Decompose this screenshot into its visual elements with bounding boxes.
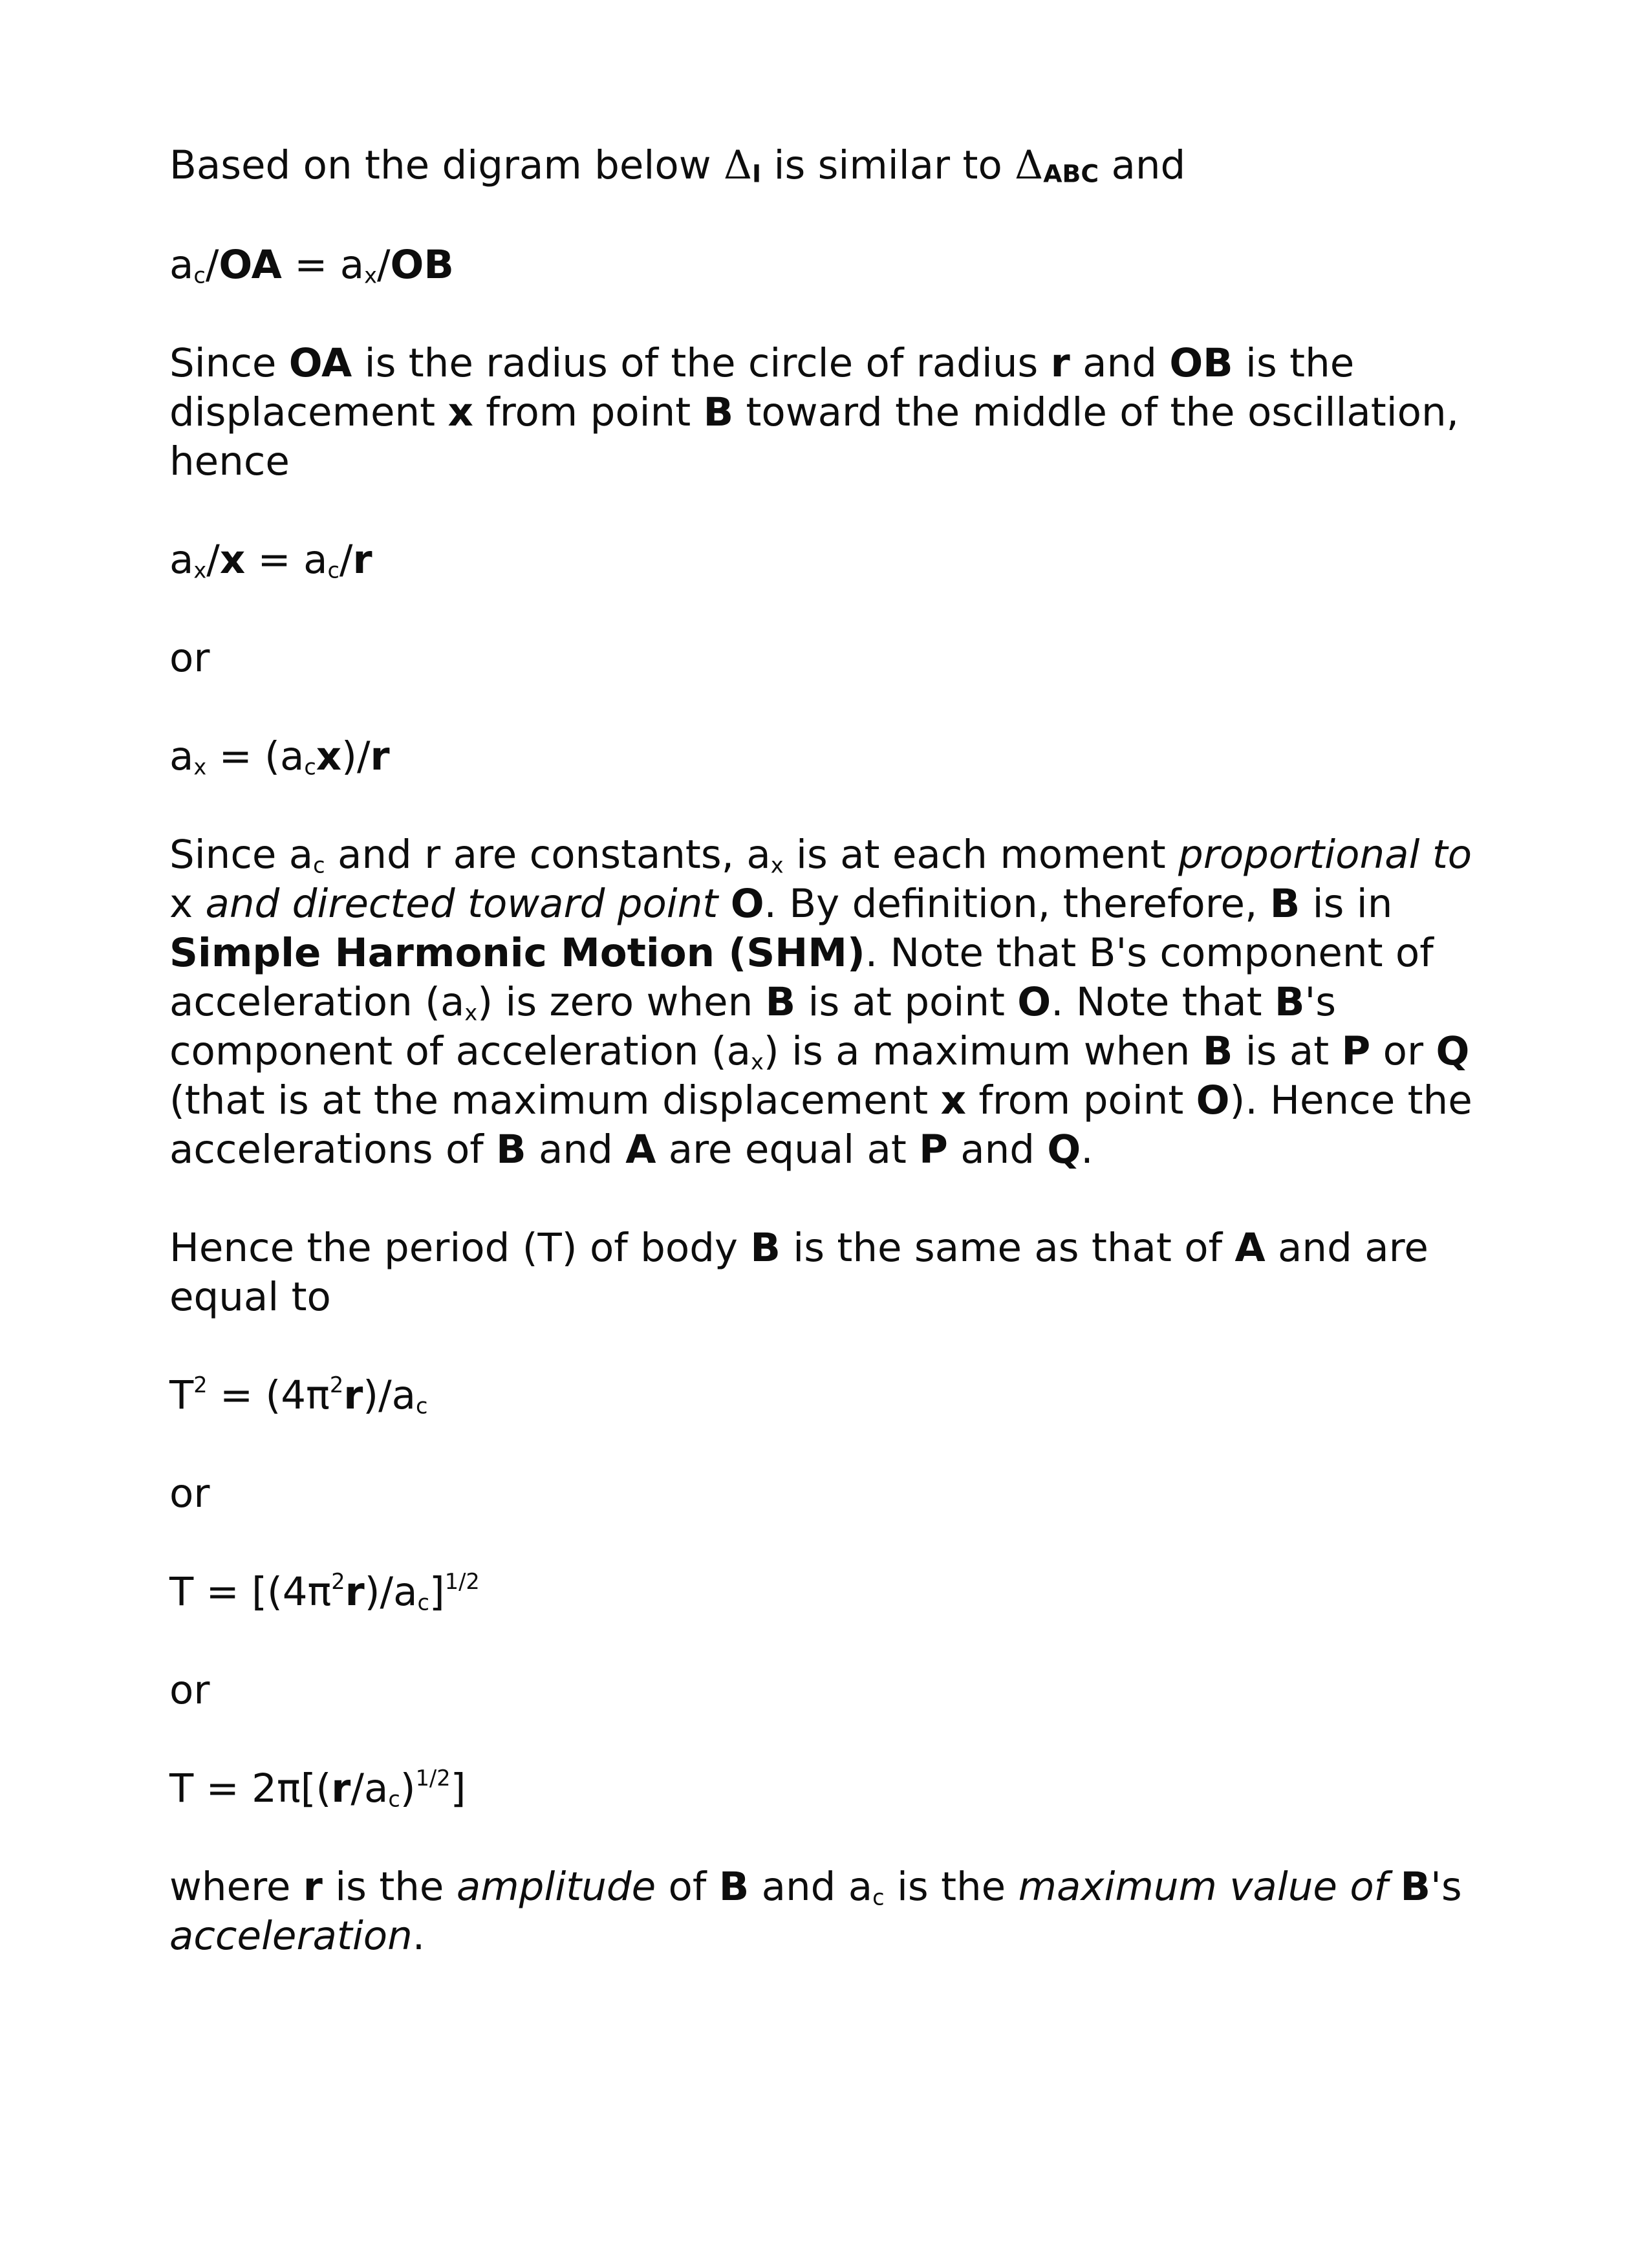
equation-term: OB	[390, 242, 454, 288]
equation-term: = a	[245, 537, 328, 583]
text-run: 's component of acceleration (a	[169, 979, 1337, 1074]
superscript: 2	[329, 1372, 344, 1398]
superscript: 1/2	[415, 1765, 451, 1791]
subscript: x	[193, 754, 207, 780]
bold-term: Q	[1436, 1028, 1470, 1074]
text-run: is at point	[795, 979, 1018, 1025]
bold-term: O	[1196, 1077, 1230, 1123]
bold-term: O	[1017, 979, 1051, 1025]
text-run: are equal at	[656, 1127, 920, 1172]
bold-term: B	[1400, 1864, 1431, 1910]
equation-term: /	[376, 242, 391, 288]
subscript: c	[872, 1885, 885, 1910]
triangle-label: ABC	[1043, 159, 1099, 188]
text-run	[718, 881, 730, 927]
bold-term: P	[919, 1127, 948, 1172]
equation-term: = a	[281, 242, 365, 288]
equation-term: T = [(4π	[169, 1569, 332, 1615]
subscript: c	[304, 754, 316, 780]
paragraph-where	[169, 1863, 1502, 1961]
equation-term: a	[169, 733, 194, 779]
text-run: is at each moment	[783, 832, 1179, 878]
equation-term: )/	[341, 733, 371, 779]
equation-ratio-1	[169, 241, 1502, 290]
delta-symbol: Δ	[1015, 142, 1044, 188]
bold-term: Simple Harmonic Motion (SHM)	[169, 930, 865, 976]
equation-term: = (a	[206, 733, 305, 779]
superscript: 2	[331, 1568, 345, 1594]
text-run: and are equal to	[169, 1225, 1428, 1320]
equation-term: x	[316, 733, 342, 779]
text-run: or	[1370, 1028, 1436, 1074]
text-run: and r are constants, a	[325, 832, 771, 878]
text-run: .	[412, 1913, 426, 1959]
text-run: is the same as that of	[780, 1225, 1235, 1271]
text-run: where	[169, 1864, 303, 1910]
bold-term: OA	[288, 340, 352, 386]
bold-term: OB	[1169, 340, 1233, 386]
bold-term: x	[940, 1077, 966, 1123]
equation-term: )	[400, 1766, 416, 1811]
equation-term: T	[169, 1372, 194, 1418]
equation-term: ]	[450, 1766, 466, 1811]
equation-ratio-2	[169, 535, 1502, 585]
italic-term: and directed toward point	[205, 881, 718, 927]
bold-term: Q	[1047, 1127, 1081, 1172]
equation-term: /	[205, 242, 219, 288]
subscript: x	[770, 852, 784, 878]
delta-symbol: Δ	[723, 142, 753, 188]
bold-term: B	[765, 979, 796, 1025]
triangle-label: I	[752, 159, 762, 188]
equation-term: /a	[350, 1766, 389, 1811]
connector-or: or	[169, 1667, 210, 1713]
bold-term: B	[703, 389, 734, 435]
text-run: ) is a maximum when	[763, 1028, 1203, 1074]
equation-t-squared	[169, 1371, 1502, 1420]
text-run: and	[526, 1127, 626, 1172]
text-run: x	[169, 881, 206, 927]
text-run: is at	[1233, 1028, 1342, 1074]
subscript: c	[417, 1590, 429, 1615]
bold-term: B	[1269, 881, 1300, 927]
equation-term: a	[169, 242, 194, 288]
text-run: .	[1081, 1127, 1094, 1172]
superscript: 2	[193, 1372, 208, 1398]
subscript: x	[464, 1000, 478, 1026]
bold-term: O	[730, 881, 764, 927]
subscript: c	[313, 852, 325, 878]
superscript: 1/2	[444, 1568, 480, 1594]
subscript: c	[193, 263, 206, 288]
text-run: 's	[1430, 1864, 1462, 1910]
bold-term: B	[750, 1225, 781, 1271]
equation-ax	[169, 732, 1502, 781]
text-run: Based on the digram below	[169, 142, 724, 188]
equation-term: )/a	[363, 1372, 416, 1418]
text-run: (that is at the maximum displacement	[169, 1077, 941, 1123]
bold-term: x	[447, 389, 473, 435]
equation-t-root	[169, 1568, 1502, 1617]
equation-term: a	[169, 537, 194, 583]
text-run: is the	[884, 1864, 1018, 1910]
equation-term: OA	[219, 242, 282, 288]
equation-term: /	[339, 537, 353, 583]
subscript: x	[364, 263, 377, 288]
italic-term: amplitude	[456, 1864, 656, 1910]
connector-or: or	[169, 1471, 210, 1517]
paragraph-shm	[169, 830, 1502, 1174]
text-run: and	[947, 1127, 1048, 1172]
subscript: c	[388, 1786, 400, 1812]
text-run: is in	[1300, 881, 1393, 927]
italic-term: maximum value of	[1018, 1864, 1388, 1910]
text-run: . By definition, therefore,	[764, 881, 1270, 927]
text-run: Since a	[169, 832, 314, 878]
text-run: and a	[749, 1864, 873, 1910]
equation-term: r	[343, 1372, 363, 1418]
equation-term: T = 2π[(	[169, 1766, 332, 1811]
intro-sentence	[169, 141, 1502, 190]
bold-term: B	[1202, 1028, 1233, 1074]
equation-term: x	[219, 537, 246, 583]
text-run: is similar to	[761, 142, 1015, 188]
equation-t-final	[169, 1764, 1502, 1813]
subscript: c	[416, 1393, 428, 1419]
text-run: and	[1099, 142, 1186, 188]
equation-term: )/a	[364, 1569, 418, 1615]
bold-term: B	[718, 1864, 749, 1910]
paragraph-since-oa	[169, 339, 1502, 486]
text-run: is the radius of the circle of radius	[352, 340, 1051, 386]
text-run: . Note that	[1051, 979, 1275, 1025]
bold-term: r	[303, 1864, 323, 1910]
bold-term: B	[496, 1127, 526, 1172]
text-run: . Note that B's component of acceleration (a	[169, 930, 1434, 1025]
text-run: from point	[965, 1077, 1196, 1123]
text-run: from point	[473, 389, 704, 435]
text-run: ). Hence the accelerations of	[169, 1077, 1472, 1172]
italic-term: acceleration	[169, 1913, 413, 1959]
bold-term: P	[1341, 1028, 1371, 1074]
connector-or: or	[169, 635, 210, 681]
equation-term: r	[331, 1766, 351, 1811]
equation-term: r	[352, 537, 372, 583]
text-run: Hence the period (T) of body	[169, 1225, 751, 1271]
equation-term: r	[345, 1569, 365, 1615]
paragraph-period	[169, 1224, 1502, 1322]
bold-term: A	[625, 1127, 656, 1172]
bold-term: B	[1275, 979, 1305, 1025]
text-run	[1388, 1864, 1400, 1910]
bold-term: A	[1234, 1225, 1266, 1271]
subscript: c	[327, 557, 339, 583]
equation-term: /	[206, 537, 220, 583]
subscript: x	[751, 1049, 764, 1075]
text-run: and	[1070, 340, 1170, 386]
text-run: Since	[169, 340, 289, 386]
italic-term: proportional to	[1178, 832, 1472, 878]
equation-term: = (4π	[207, 1372, 330, 1418]
equation-term: ]	[429, 1569, 445, 1615]
text-run: ) is zero when	[477, 979, 766, 1025]
text-run: is the displacement	[169, 340, 1355, 435]
text-run: toward the middle of the oscillation, hence	[169, 389, 1460, 484]
subscript: x	[193, 557, 207, 583]
text-run: is the	[322, 1864, 457, 1910]
bold-term: r	[1050, 340, 1070, 386]
equation-term: r	[370, 733, 390, 779]
text-run: of	[656, 1864, 719, 1910]
